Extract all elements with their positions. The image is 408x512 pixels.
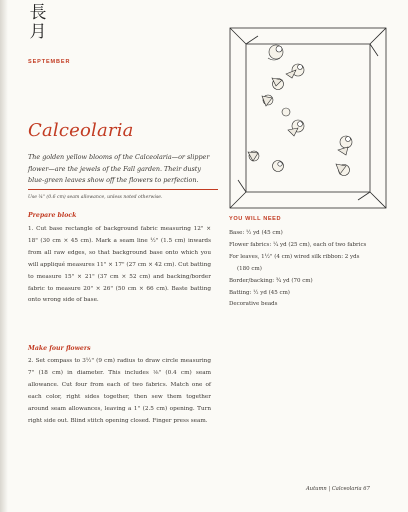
you-will-need-heading: YOU WILL NEED xyxy=(229,216,282,222)
flower-1 xyxy=(268,45,283,60)
flower-10 xyxy=(336,164,350,176)
materials-item: Flower fabrics: ¼ yd (25 cm), each of two fabrics xyxy=(229,241,367,248)
section-title-make-flowers: Make four flowers xyxy=(28,345,91,352)
section-title-prepare-block: Prepare block xyxy=(28,212,77,219)
flower-7 xyxy=(248,151,259,161)
page-footer: Autumn | Calceolaria 67 xyxy=(306,486,370,492)
materials-item: Batting: ½ yd (45 cm) xyxy=(229,289,290,296)
kanji-heading xyxy=(27,4,49,42)
materials-item: Decorative beads xyxy=(229,301,278,308)
section-text-prepare-block: 1. Cut base rectangle of background fabric measuring 12" × 18" (30 cm × 45 cm). Mark a seam line ½" (1.5 cm) inwards from all raw edges, so that background base onto which you will appliqué measures 11" × 17" (27 cm × 42 cm). Cut batting to measure 15" × 21" (37 cm × 52 cm) and backing/border fabric to measure 20" × 26" (50 cm × 66 cm). Baste batting onto wrong side of base. xyxy=(28,226,211,304)
page-title: Calceolaria xyxy=(28,120,134,141)
kanji-char-2: 月 xyxy=(29,22,47,42)
flower-8 xyxy=(273,161,284,172)
quilt-block-diagram xyxy=(228,26,388,210)
materials-item: Border/backing: ¾ yd (70 cm) xyxy=(229,277,313,284)
materials-list xyxy=(229,228,389,311)
materials-item: Base: ½ yd (45 cm) xyxy=(229,230,283,236)
flower-3 xyxy=(272,78,284,90)
section-text-make-flowers: 2. Set compass to 3½" (9 cm) radius to draw circle measuring 7" (18 cm) in diameter. This includes ⅛" (0.4 cm) seam allowance. Cut four from each of two fabrics. Match one of each color, right sides together, then sew them together around seam allowances, leaving a 1" (2.5 cm) opening. Turn right side out. Blind stitch opening closed. Finger press seam. xyxy=(28,358,211,424)
seam-allowance-note: Use ¼" (0.6 cm) seam allowance, unless noted otherwise. xyxy=(28,195,163,200)
red-divider xyxy=(28,189,218,190)
intro-paragraph: The golden yellow blooms of the Calceolaria—or slipper flower—are the jewels of the Fall garden. Their dusty blue-green leaves show off the flowers to perfection. xyxy=(28,153,210,185)
materials-item: (180 cm) xyxy=(237,265,262,272)
flower-6 xyxy=(288,120,304,136)
page-gutter-shadow xyxy=(0,0,8,512)
flower-5 xyxy=(282,108,290,116)
flower-4 xyxy=(262,95,273,106)
month-label: SEPTEMBER xyxy=(28,59,71,65)
kanji-char-1: 長 xyxy=(29,3,47,23)
materials-item: For leaves, 1½" (4 cm) wired silk ribbon: 2 yds xyxy=(229,253,360,260)
flower-9 xyxy=(338,136,352,155)
flower-2 xyxy=(286,64,304,78)
